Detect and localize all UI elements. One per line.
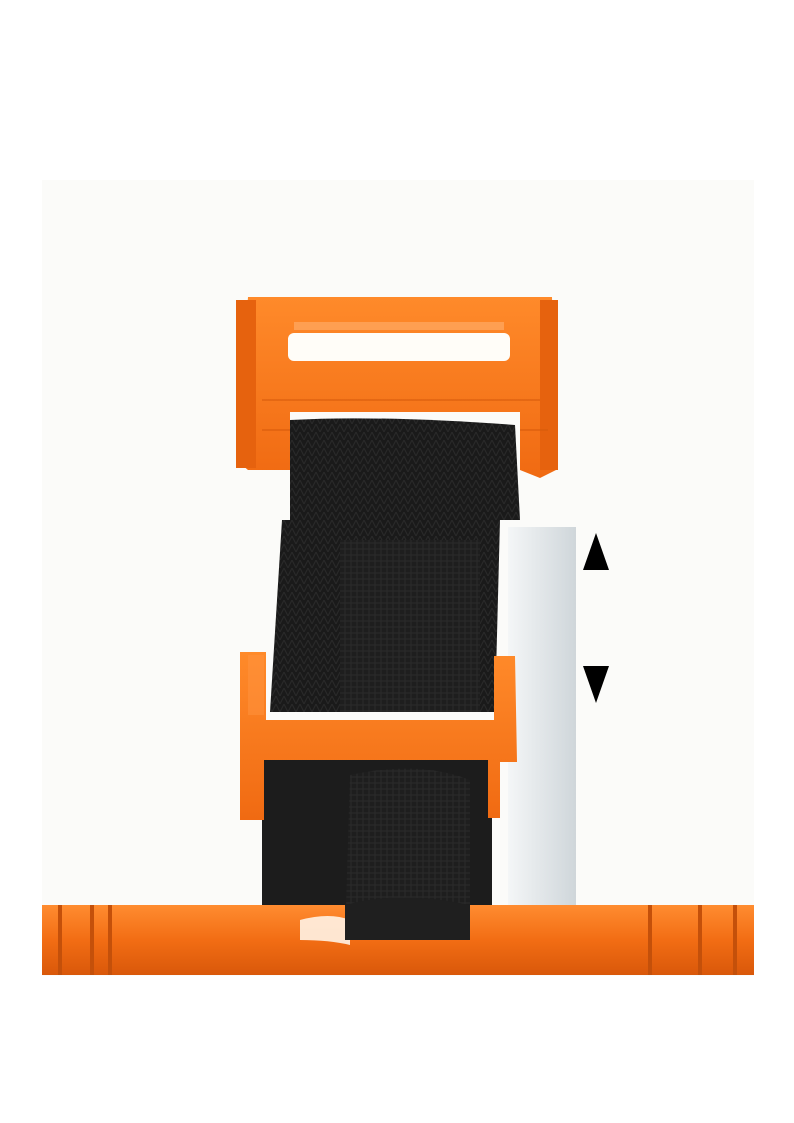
buckle-slot: [288, 333, 510, 361]
ruler: [508, 527, 576, 912]
bottom-rod: [42, 898, 754, 976]
black-strap: [262, 418, 520, 940]
